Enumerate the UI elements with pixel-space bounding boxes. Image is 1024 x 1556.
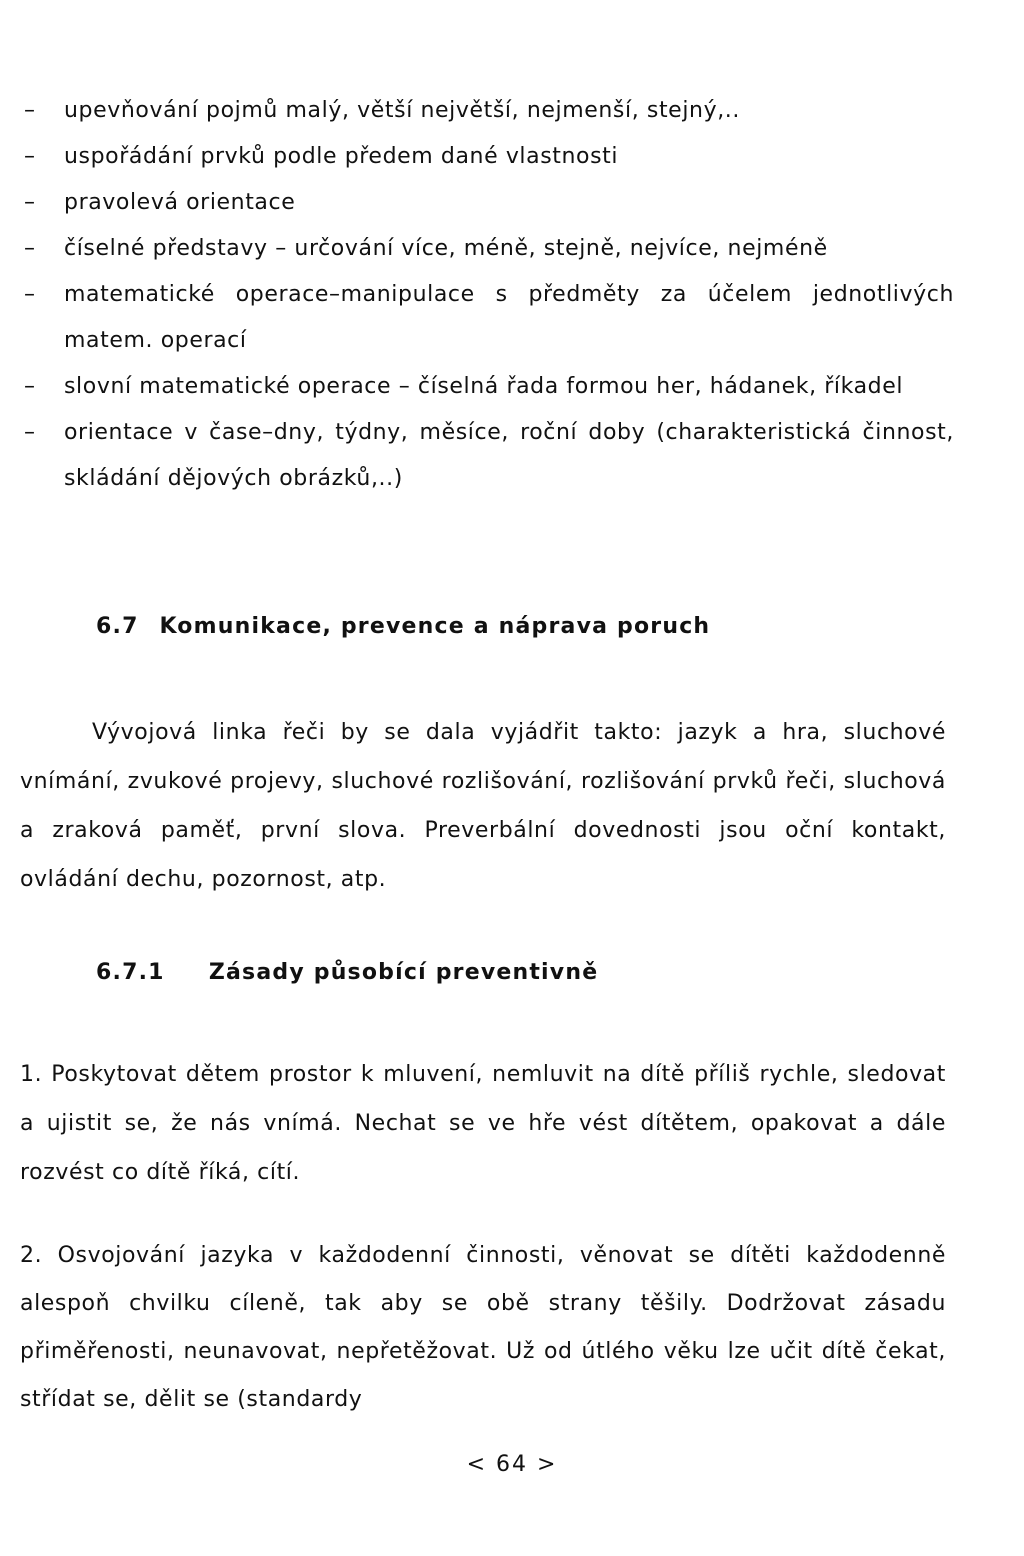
- dash-marker: –: [24, 98, 36, 123]
- dash-marker: –: [24, 374, 36, 399]
- list-item-text: upevňování pojmů malý, větší největší, nejmenší, stejný,..: [64, 98, 740, 123]
- list-item: [24, 226, 954, 272]
- body-paragraph: Vývojová linka řeči by se dala vyjádřit takto: jazyk a hra, sluchové vnímání, zvukové projevy, sluchové rozlišování, rozlišování prvků řeči, sluchová a zraková paměť, první slova. Preverbální dovednosti jsou oční kontakt, ovládání dechu, pozornost, atp.: [20, 720, 946, 892]
- dash-marker: –: [24, 190, 36, 215]
- subsection-title: Zásady působící preventivně: [208, 960, 599, 985]
- numbered-paragraph: 2. Osvojování jazyka v každodenní činnosti, věnovat se dítěti každodenně alespoň chvilku cíleně, tak aby se obě strany těšily. Dodržovat zásadu přiměřenosti, neunavovat, nepřetěžovat. Už od útlého věku lze učit dítě čekat, střídat se, dělit se (standardy: [20, 1243, 946, 1412]
- list-item-text: pravolevá orientace: [64, 190, 296, 215]
- section-heading: [96, 614, 710, 639]
- numbered-paragraph: 1. Poskytovat dětem prostor k mluvení, nemluvit na dítě příliš rychle, sledovat a ujistit se, že nás vnímá. Nechat se ve hře vést dítětem, opakovat a dále rozvést co dítě říká, cítí.: [20, 1062, 946, 1185]
- dash-marker: –: [24, 282, 36, 307]
- dash-marker: –: [24, 236, 36, 261]
- subsection-heading: [96, 960, 598, 985]
- dash-marker: –: [24, 420, 36, 445]
- list-item-text: uspořádání prvků podle předem dané vlastnosti: [64, 144, 619, 169]
- list-item-text: slovní matematické operace – číselná řada formou her, hádanek, říkadel: [64, 374, 904, 399]
- list-item-text: orientace v čase–dny, týdny, měsíce, roční doby (charakteristická činnost, skládání dějových obrázků,..): [64, 420, 954, 491]
- page-number: < 64 >: [466, 1452, 558, 1477]
- list-item: [24, 88, 954, 134]
- bullet-list: [24, 88, 954, 502]
- subsection-number: 6.7.1: [96, 960, 165, 985]
- section-number: 6.7: [96, 614, 139, 639]
- list-item: [24, 180, 954, 226]
- list-item: [24, 134, 954, 180]
- dash-marker: –: [24, 144, 36, 169]
- list-item: [24, 272, 954, 364]
- section-title: Komunikace, prevence a náprava poruch: [159, 614, 711, 639]
- list-item: [24, 364, 954, 410]
- list-item-text: číselné představy – určování více, méně, stejně, nejvíce, nejméně: [64, 236, 828, 261]
- list-item: [24, 410, 954, 502]
- list-item-text: matematické operace–manipulace s předměty za účelem jednotlivých matem. operací: [64, 282, 954, 353]
